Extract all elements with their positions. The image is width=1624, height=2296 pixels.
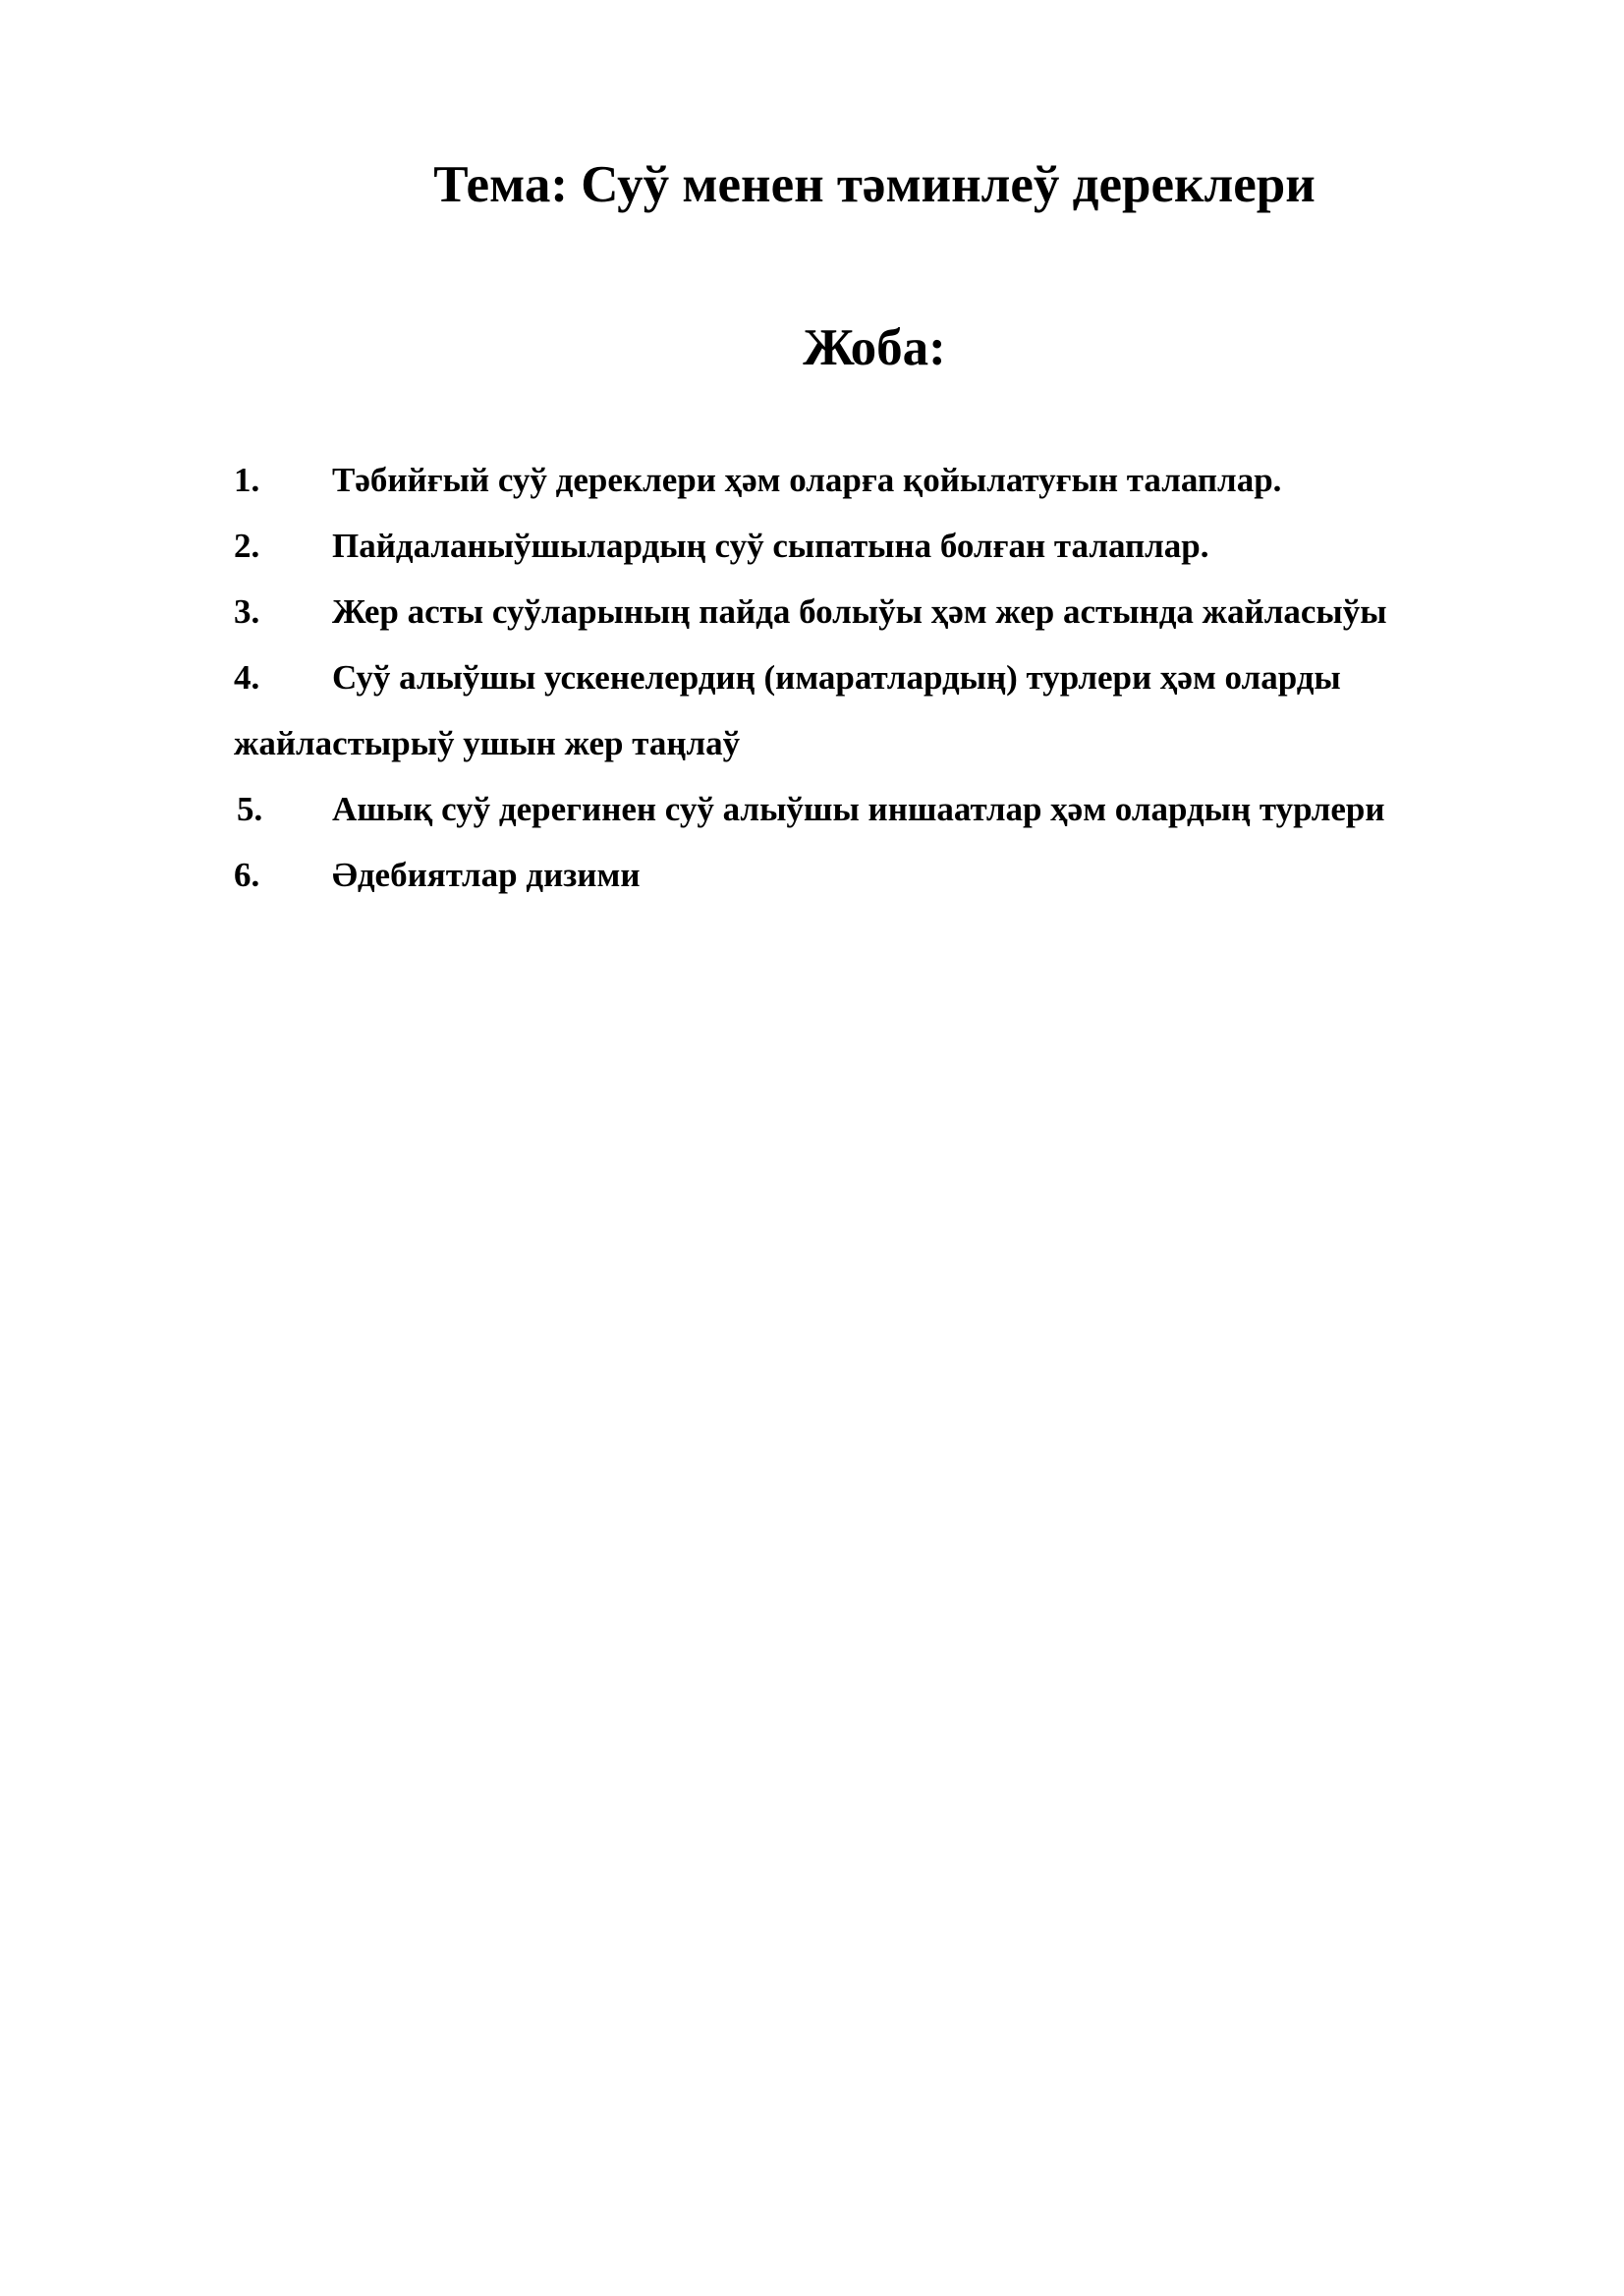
- plan-item-text: Әдебиятлар дизими: [332, 856, 641, 894]
- plan-item-text: Ашық суў дерегинен суў алыўшы иншаатлар ҳәм олардың турлери: [332, 790, 1385, 828]
- plan-item-text: Тәбийғый суў дереклери ҳәм оларға қойылатуғын талаплар.: [332, 461, 1282, 499]
- plan-list: [234, 458, 1531, 919]
- plan-item-5: [234, 787, 1531, 831]
- plan-item-number: 6.: [234, 856, 260, 894]
- plan-item-number: 1.: [234, 461, 260, 499]
- document-title: Тема: Суў менен тәминлеў дереклери: [433, 156, 1316, 213]
- plan-item-number: 2.: [234, 527, 260, 565]
- plan-item-number: 3.: [234, 592, 260, 631]
- plan-heading: Жоба:: [803, 319, 946, 376]
- plan-item-2: [234, 524, 1531, 568]
- plan-item-text: Жер асты суўларының пайда болыўы ҳәм жер астында жайласыўы: [332, 592, 1387, 631]
- plan-item-text: Суў алыўшы ускенелердиң (имаратлардың) турлери ҳәм оларды: [332, 658, 1341, 697]
- plan-item-4: [234, 655, 1531, 765]
- plan-item-6: [234, 853, 1531, 897]
- plan-item-number: 4.: [234, 658, 260, 697]
- plan-item-3: [234, 589, 1531, 634]
- plan-item-1: [234, 458, 1531, 502]
- plan-item-text: Пайдаланыўшылардың суў сыпатына болған талаплар.: [332, 527, 1209, 565]
- plan-item-number: 5.: [237, 790, 263, 828]
- plan-item-continuation: жайластырыў ушын жер таңлаў: [234, 724, 741, 762]
